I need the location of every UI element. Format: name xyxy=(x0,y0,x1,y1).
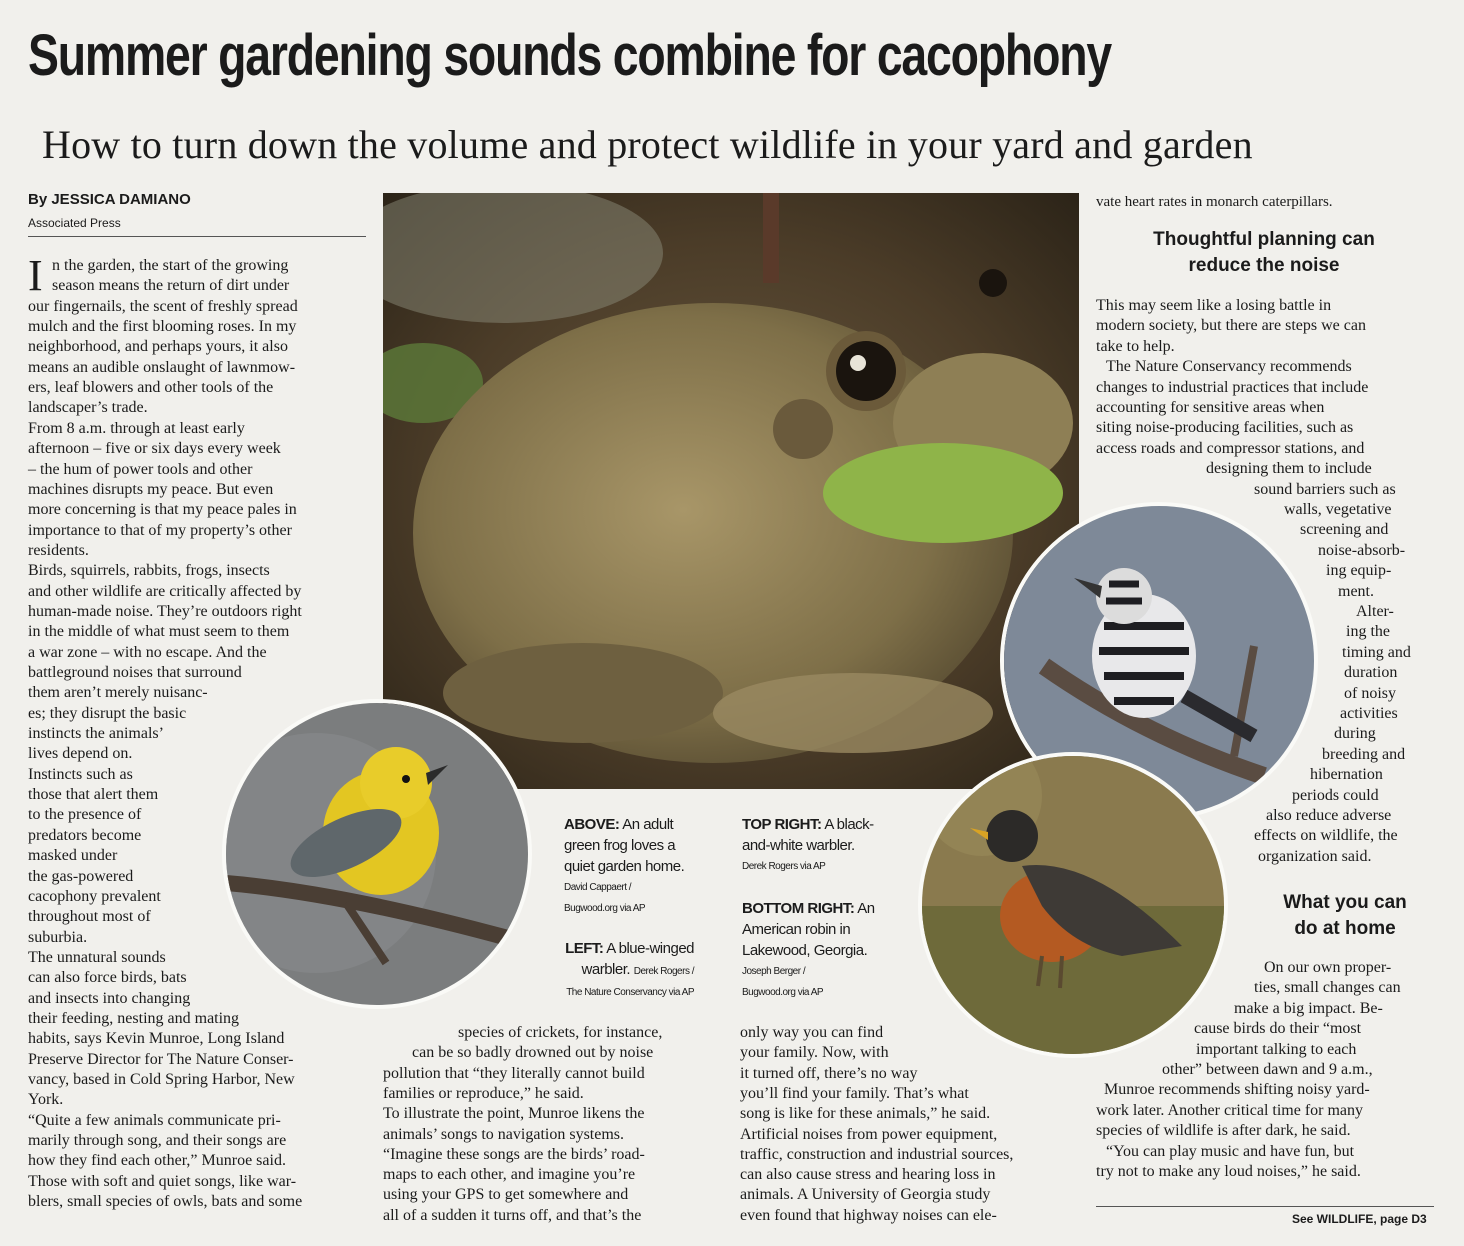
text-line: your family. Now, with xyxy=(740,1044,889,1062)
text-line: landscaper’s trade. xyxy=(28,399,148,417)
text-line: On our own proper- xyxy=(1264,959,1392,976)
text-line: can be so badly drowned out by noise xyxy=(412,1044,654,1062)
blue-winged-warbler-photo xyxy=(222,699,532,1009)
text-line: and insects into changing xyxy=(28,989,191,1007)
caption-bottom-right: BOTTOM RIGHT: An American robin in Lakewood, Georgia. Joseph Berger / Bugwood.org via AP xyxy=(742,900,875,998)
text-line: in the middle of what must seem to them xyxy=(28,623,290,641)
text-line: accounting for sensitive areas when xyxy=(1096,399,1325,416)
text-line: periods could xyxy=(1292,786,1379,804)
text-line: our fingernails, the scent of freshly spread xyxy=(28,297,298,315)
text-line: afternoon – five or six days every week xyxy=(28,440,281,458)
text-line: breeding and xyxy=(1322,745,1406,763)
text-line: effects on wildlife, the xyxy=(1254,827,1398,845)
text-line: cacophony prevalent xyxy=(28,887,161,905)
jump-rule xyxy=(1096,1206,1434,1207)
text-line: the gas-powered xyxy=(28,867,134,885)
text-line: important talking to each xyxy=(1196,1040,1357,1058)
text-line: can also cause stress and hearing loss in xyxy=(740,1166,996,1184)
text-line: Those with soft and quiet songs, like war- xyxy=(28,1172,297,1190)
text-line: residents. xyxy=(28,541,89,559)
text-line: modern society, but there are steps we can xyxy=(1096,317,1366,335)
text-line: to the presence of xyxy=(28,806,142,824)
text-line: This may seem like a losing battle in xyxy=(1096,297,1332,314)
text-line: animals’ songs to navigation systems. xyxy=(383,1125,625,1143)
text-line: means an audible onslaught of lawnmow- xyxy=(28,358,296,376)
text-line: instincts the animals’ xyxy=(28,725,164,743)
text-line: more concerning is that my peace pales in xyxy=(28,501,297,519)
text-line: can also force birds, bats xyxy=(28,969,187,987)
text-line: take to help. xyxy=(1096,337,1175,355)
text-line: From 8 a.m. through at least early xyxy=(28,419,245,437)
text-line: a war zone – with no escape. And the xyxy=(28,643,267,661)
text-line: designing them to include xyxy=(1206,460,1372,478)
text-line: Instincts such as xyxy=(28,765,133,783)
text-line: battleground noises that surround xyxy=(28,664,242,681)
text-line: how they find each other,” Munroe said. xyxy=(28,1152,286,1170)
text-line: human-made noise. They’re outdoors right xyxy=(28,602,302,620)
text-line: species of crickets, for instance, xyxy=(458,1024,663,1041)
drop-cap: I xyxy=(28,251,43,300)
text-line: ties, small changes can xyxy=(1254,979,1401,997)
text-line: throughout most of xyxy=(28,908,151,926)
text-line: York. xyxy=(28,1091,64,1109)
text-line: importance to that of my property’s other xyxy=(28,521,292,539)
text-line: only way you can find xyxy=(740,1024,884,1041)
text-line: access roads and compressor stations, and xyxy=(1096,439,1365,457)
text-line: Munroe recommends shifting noisy yard- xyxy=(1104,1081,1370,1099)
text-line: screening and xyxy=(1300,521,1389,539)
text-line: hibernation xyxy=(1310,766,1383,784)
text-line: blers, small species of owls, bats and some xyxy=(28,1193,303,1211)
text-line: maps to each other, and imagine you’re xyxy=(383,1166,636,1184)
text-line: traffic, construction and industrial sources, xyxy=(740,1145,1014,1163)
headline: Summer gardening sounds combine for cacophony xyxy=(28,23,1111,88)
text-line: – the hum of power tools and other xyxy=(28,460,253,478)
text-line: “You can play music and have fun, but xyxy=(1106,1142,1355,1160)
text-line: predators become xyxy=(28,826,142,844)
frog-photo xyxy=(383,193,1079,789)
subhead-thoughtful-planning: Thoughtful planning can reduce the noise xyxy=(1153,229,1375,276)
text-line: duration xyxy=(1344,664,1398,682)
caption-top-right: TOP RIGHT: A black- and-white warbler. Derek Rogers via AP xyxy=(742,816,874,872)
text-line: “Quite a few animals communicate pri- xyxy=(28,1111,281,1129)
subhead-what-you-can-do: What you can do at home xyxy=(1283,892,1407,939)
text-line: season means the return of dirt under xyxy=(52,277,290,295)
text-line: it turned off, there’s no way xyxy=(740,1064,918,1082)
text-line: n the garden, the start of the growing xyxy=(52,257,289,274)
text-line: you’ll find your family. That’s what xyxy=(740,1084,969,1102)
text-line: and other wildlife are critically affected by xyxy=(28,582,302,600)
text-line: Alter- xyxy=(1356,603,1394,620)
text-line: ing the xyxy=(1346,623,1390,641)
text-line: their feeding, nesting and mating xyxy=(28,1009,240,1027)
text-line: es; they disrupt the basic xyxy=(28,704,187,722)
text-line: try not to make any loud noises,” he said. xyxy=(1096,1163,1361,1180)
text-line: ing equip- xyxy=(1326,562,1392,580)
text-line: work later. Another critical time for many xyxy=(1096,1101,1364,1119)
text-line: pollution that “they literally cannot build xyxy=(383,1064,645,1082)
text-line: families or reproduce,” he said. xyxy=(383,1084,584,1102)
agency: Associated Press xyxy=(28,216,121,230)
text-line: changes to industrial practices that include xyxy=(1096,378,1369,396)
text-line: To illustrate the point, Munroe likens the xyxy=(383,1105,645,1123)
text-line: vancy, based in Cold Spring Harbor, New xyxy=(28,1071,295,1088)
text-line: lives depend on. xyxy=(28,745,133,763)
text-line: those that alert them xyxy=(28,786,159,804)
text-line: siting noise-producing facilities, such as xyxy=(1096,419,1354,437)
text-line: noise-absorb- xyxy=(1318,541,1406,559)
text-line: also reduce adverse xyxy=(1266,807,1392,824)
text-line: The Nature Conservancy recommends xyxy=(1106,358,1352,376)
text-line: Preserve Director for The Nature Conser- xyxy=(28,1050,294,1068)
text-line: cause birds do their “most xyxy=(1194,1020,1362,1038)
american-robin-photo xyxy=(918,752,1228,1058)
text-line: machines disrupts my peace. But even xyxy=(28,480,274,498)
text-line: suburbia. xyxy=(28,928,88,946)
text-line: marily through song, and their songs are xyxy=(28,1132,287,1150)
caption-left: LEFT: A blue-winged warbler. Derek Rogers / The Nature Conservancy via AP xyxy=(565,940,694,998)
jump-line: See WILDLIFE, page D3 xyxy=(1292,1212,1427,1226)
deck: How to turn down the volume and protect wildlife in your yard and garden xyxy=(42,122,1253,167)
text-line: masked under xyxy=(28,847,118,865)
col4-top-line: vate heart rates in monarch caterpillars. xyxy=(1096,194,1333,210)
text-line: even found that highway noises can ele- xyxy=(740,1206,997,1224)
text-line: mulch and the first blooming roses. In my xyxy=(28,318,297,336)
text-line: of noisy xyxy=(1344,684,1396,702)
text-line: make a big impact. Be- xyxy=(1234,999,1383,1017)
text-line: animals. A University of Georgia study xyxy=(740,1186,991,1204)
text-line: Artificial noises from power equipment, xyxy=(740,1125,998,1143)
text-line: other” between dawn and 9 a.m., xyxy=(1162,1061,1373,1078)
byline-rule xyxy=(28,236,366,237)
text-line: habits, says Kevin Munroe, Long Island xyxy=(28,1030,285,1048)
text-line: The unnatural sounds xyxy=(28,948,166,966)
byline: By JESSICA DAMIANO xyxy=(28,191,191,208)
text-line: them aren’t merely nuisanc- xyxy=(28,684,208,702)
text-line: using your GPS to get somewhere and xyxy=(383,1186,629,1204)
text-line: sound barriers such as xyxy=(1254,480,1396,498)
text-line: organization said. xyxy=(1258,847,1372,865)
text-line: timing and xyxy=(1342,643,1411,661)
text-line: ers, leaf blowers and other tools of the xyxy=(28,379,274,397)
text-line: during xyxy=(1334,725,1376,743)
text-line: species of wildlife is after dark, he said. xyxy=(1096,1122,1351,1140)
caption-above: ABOVE: An adult green frog loves a quiet garden home. David Cappaert / Bugwood.org via AP xyxy=(564,816,685,914)
text-line: activities xyxy=(1340,705,1398,722)
text-line: walls, vegetative xyxy=(1284,501,1392,518)
text-line: ment. xyxy=(1338,582,1374,600)
text-line: song is like for these animals,” he said. xyxy=(740,1105,991,1123)
text-line: all of a sudden it turns off, and that’s the xyxy=(383,1206,642,1224)
text-line: neighborhood, and perhaps yours, it also xyxy=(28,338,288,356)
text-line: Birds, squirrels, rabbits, frogs, insects xyxy=(28,562,270,580)
text-line: “Imagine these songs are the birds’ road- xyxy=(383,1145,645,1163)
